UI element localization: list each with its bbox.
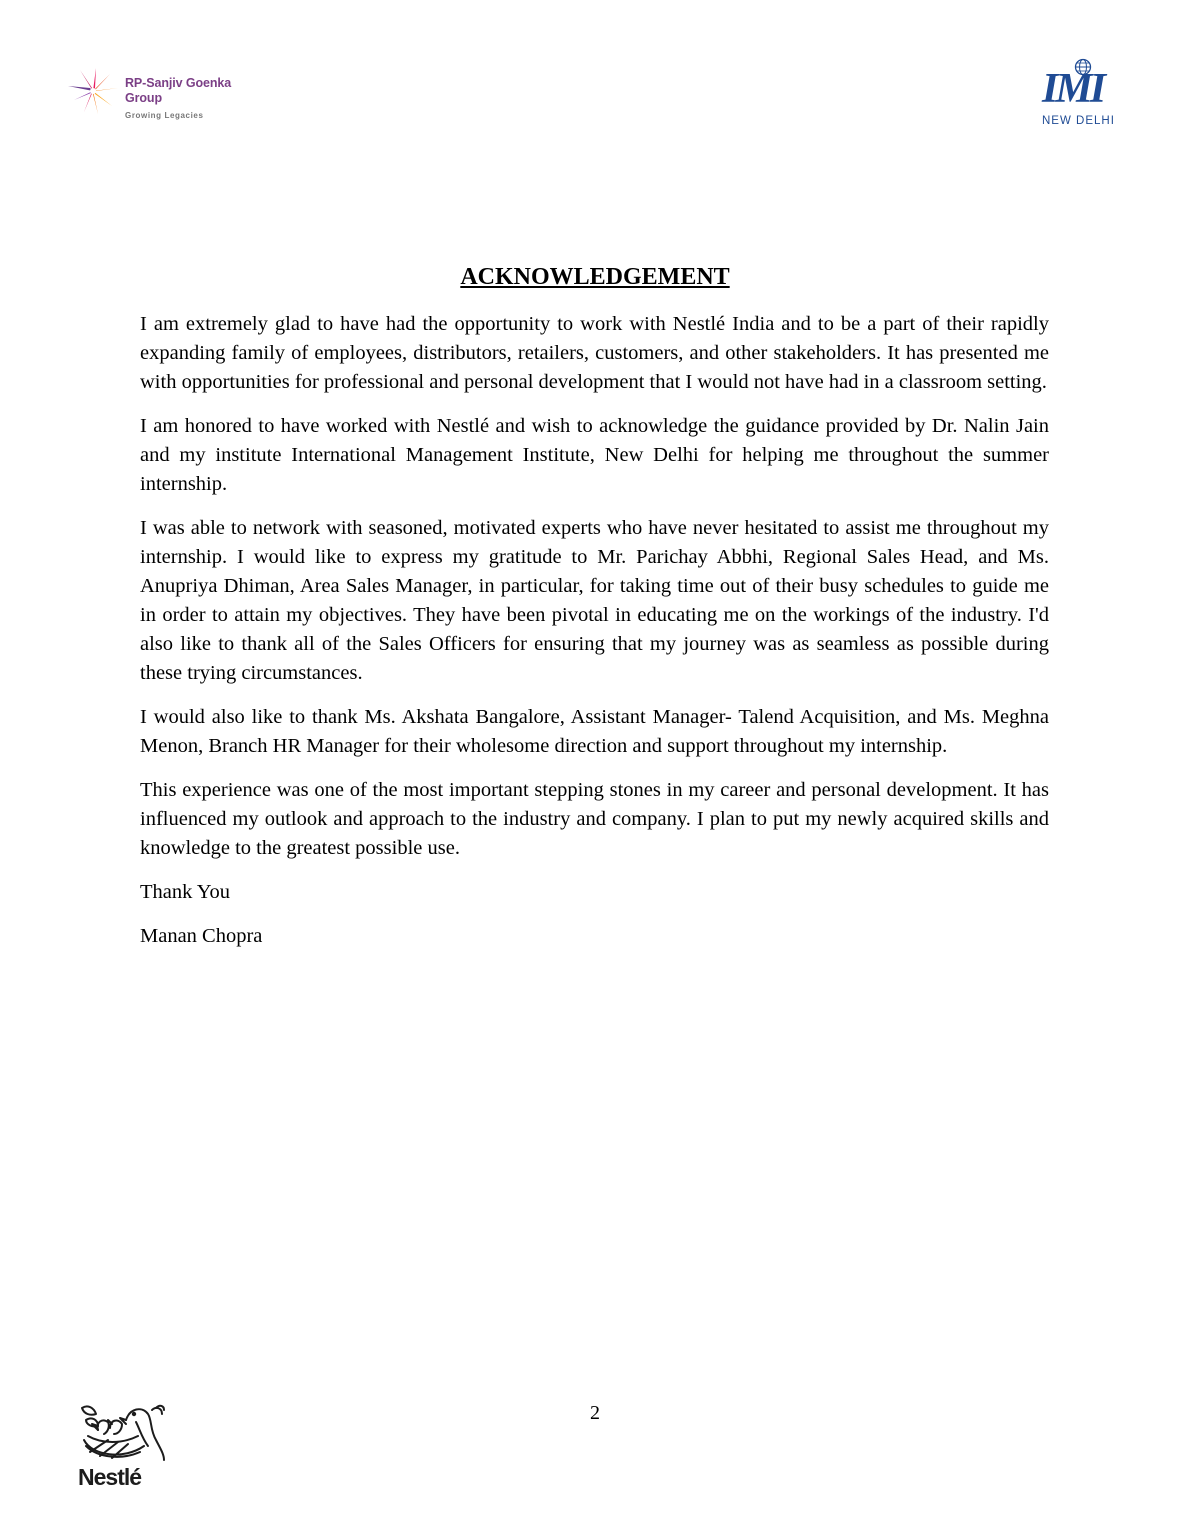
paragraph-5: This experience was one of the most important stepping stones in my career and personal development. It has influenced my outlook and approach to the industry and company. I plan to put my newly acquired skills and knowledge to the greatest possible use. <box>140 779 1049 859</box>
rp-logo-line2: Group <box>125 91 162 105</box>
rp-logo-line1: RP-Sanjiv Goenka <box>125 76 232 90</box>
paragraph-2: I am honored to have worked with Nestlé and wish to acknowledge the guidance provided by Dr. Nalin Jain and my institute International Management Institute, New Delhi for helping me throughout the summer internship. <box>140 415 1049 495</box>
imi-city: NEW DELHI <box>1042 115 1115 127</box>
rp-logo-tagline: Growing Legacies <box>125 111 204 120</box>
signature-name: Manan Chopra <box>140 925 263 947</box>
paragraph-1: I am extremely glad to have had the opportunity to work with Nestlé India and to be a part of their rapidly expanding family of employees, distributors, retailers, customers, and other stakeholders. It has presented me with opportunities for professional and personal development that I would not have had in a classroom setting. <box>140 313 1049 393</box>
paragraph-4: I would also like to thank Ms. Akshata Bangalore, Assistant Manager- Talend Acquisition, and Ms. Meghna Menon, Branch HR Manager for their wholesome direction and support throughout my internship. <box>140 706 1049 757</box>
nest-birds-icon <box>78 1400 166 1464</box>
nestle-logo <box>76 1400 168 1496</box>
rp-sanjiv-goenka-logo <box>66 66 246 124</box>
starburst-icon <box>66 68 120 114</box>
page-number: 2 <box>590 1402 600 1424</box>
imi-new-delhi-logo <box>1036 58 1130 130</box>
imi-letters: IMI <box>1042 66 1104 112</box>
acknowledgement-body <box>140 310 1049 966</box>
nestle-wordmark: Nestlé <box>78 1464 142 1490</box>
paragraph-3: I was able to network with seasoned, motivated experts who have never hesitated to assist me throughout my internship. I would like to express my gratitude to Mr. Parichay Abbhi, Regional Sales Head, and Ms. Anupriya Dhiman, Area Sales Manager, in particular, for taking time out of their busy schedules to guide me in order to attain my objectives. They have been pivotal in educating me on the workings of the industry. I'd also like to thank all of the Sales Officers for ensuring that my journey was as seamless as possible during these trying circumstances. <box>140 517 1049 684</box>
closing-line: Thank You <box>140 881 230 903</box>
page-title: ACKNOWLEDGEMENT <box>460 264 730 290</box>
